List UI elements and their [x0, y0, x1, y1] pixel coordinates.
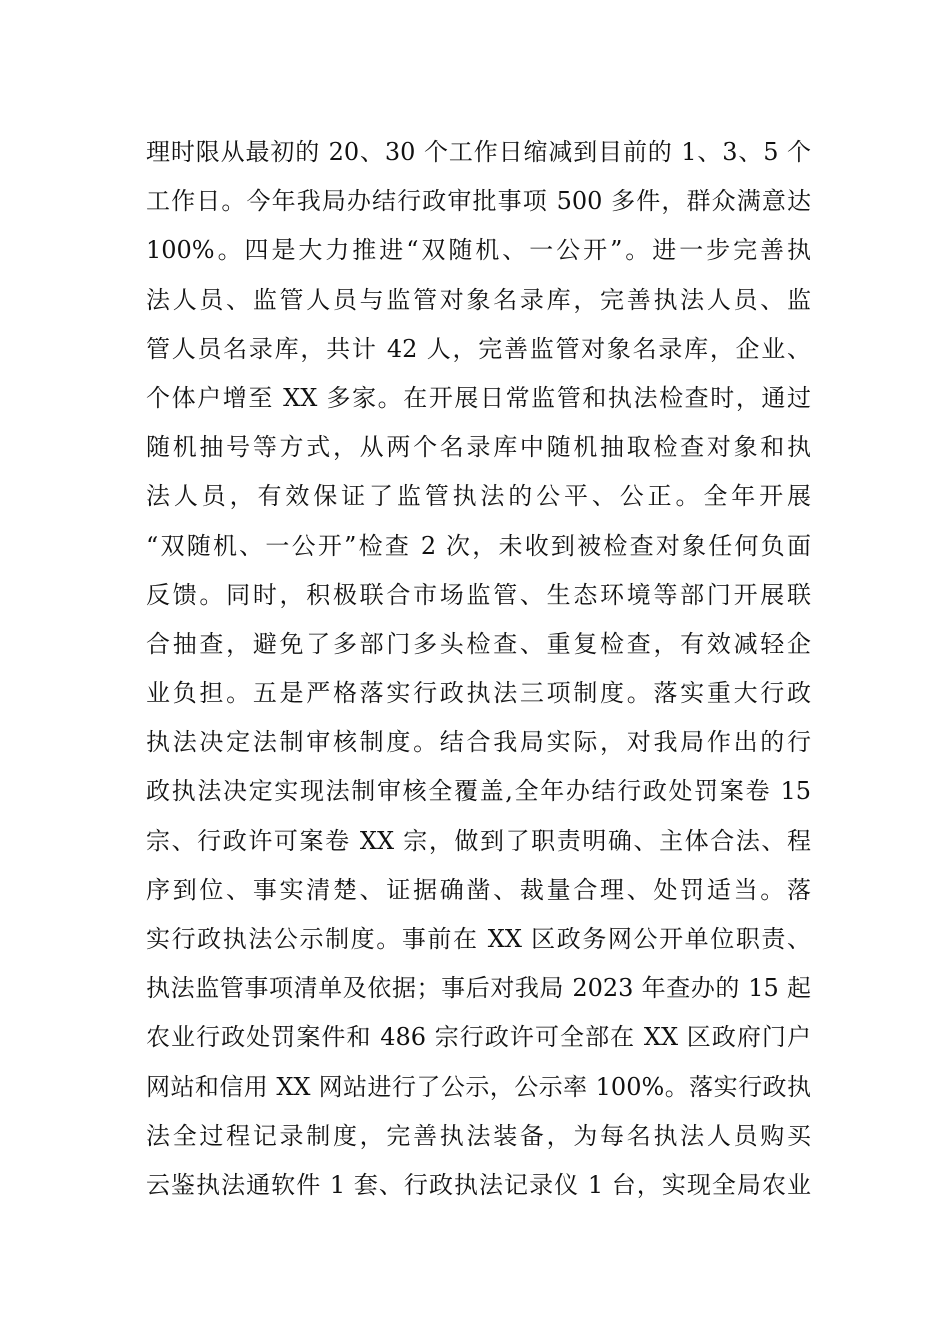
text-line: 随机抽号等方式，从两个名录库中随机抽取检查对象和执 [146, 433, 811, 462]
text-line: 法人员，有效保证了监管执法的公平、公正。全年开展 [146, 482, 811, 511]
text-line: 理时限从最初的 20、30 个工作日缩减到目前的 1、3、5 个 [146, 138, 811, 166]
text-line: 个体户增至 XX 多家。在开展日常监管和执法检查时，通过 [146, 383, 811, 412]
text-line: 管人员名录库，共计 42 人，完善监管对象名录库，企业、 [146, 334, 811, 363]
text-line: 100%。四是大力推进“双随机、一公开”。进一步完善执 [146, 236, 811, 265]
text-line: 云鉴执法通软件 1 套、行政执法记录仪 1 台，实现全局农业 [146, 1170, 811, 1199]
text-line: 法全过程记录制度，完善执法装备，为每名执法人员购买 [146, 1121, 811, 1150]
text-line: 法人员、监管人员与监管对象名录库，完善执法人员、监 [146, 285, 811, 314]
text-line: 网站和信用 XX 网站进行了公示，公示率 100%。落实行政执 [146, 1072, 811, 1101]
text-line: 工作日。今年我局办结行政审批事项 500 多件，群众满意达 [146, 187, 811, 216]
text-line: 业负担。五是严格落实行政执法三项制度。落实重大行政 [146, 679, 811, 708]
text-line: 反馈。同时，积极联合市场监管、生态环境等部门开展联 [146, 580, 811, 609]
text-line: 实行政执法公示制度。事前在 XX 区政务网公开单位职责、 [146, 925, 811, 953]
text-line: 执法决定法制审核制度。结合我局实际，对我局作出的行 [146, 728, 811, 757]
text-line: 政执法决定实现法制审核全覆盖,全年办结行政处罚案卷 15 [146, 777, 811, 806]
text-line: 农业行政处罚案件和 486 宗行政许可全部在 XX 区政府门户 [146, 1023, 811, 1052]
body-paragraph [146, 128, 811, 1210]
text-line: 宗、行政许可案卷 XX 宗，做到了职责明确、主体合法、程 [146, 826, 811, 855]
text-line: “双随机、一公开”检查 2 次，未收到被检查对象任何负面 [146, 531, 811, 560]
text-line: 合抽查，避免了多部门多头检查、重复检查，有效减轻企 [146, 629, 811, 658]
text-line: 执法监管事项清单及依据；事后对我局 2023 年查办的 15 起 [146, 974, 811, 1003]
text-line: 序到位、事实清楚、证据确凿、裁量合理、处罚适当。落 [146, 875, 811, 904]
